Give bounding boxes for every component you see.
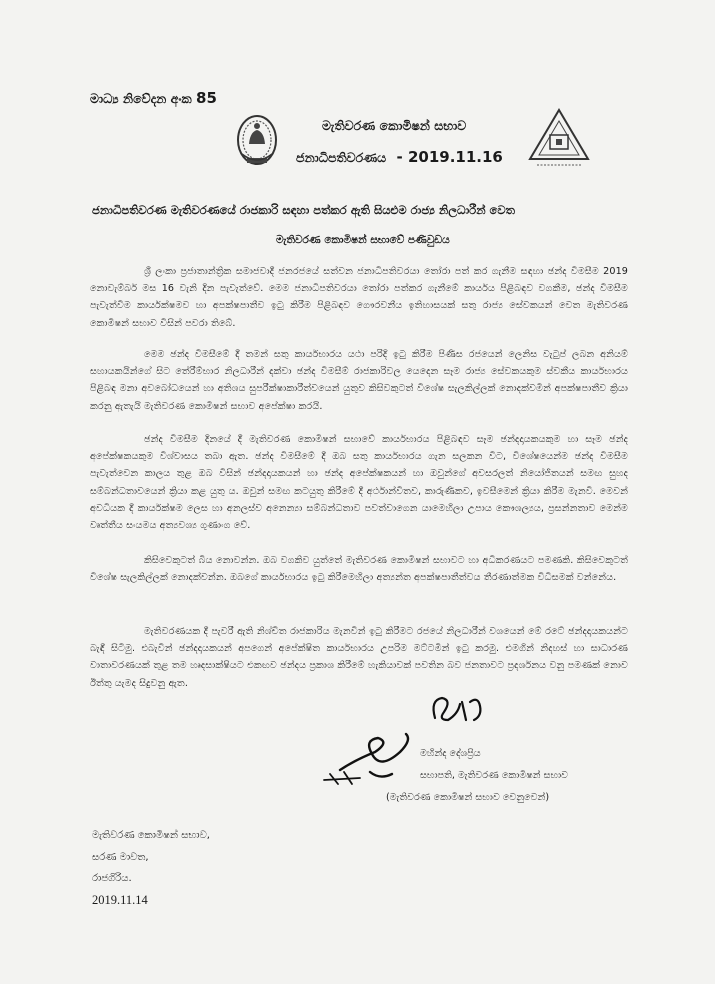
election-label: ජනාධිපතිවරණය: [296, 150, 387, 165]
commission-name: මැතිවරණ කොමිෂන් සභාව: [322, 118, 467, 133]
release-number-line: [90, 89, 217, 107]
election-heading: [296, 148, 503, 166]
election-date: - 2019.11.16: [396, 148, 503, 166]
release-number: 85: [196, 89, 217, 107]
body-paragraph: මෙම ඡන්ද විමසීමේ දී තමන් සතු කාර්යභාරය යථා පරිදි ඉටු කිරීම පිණිස රජයෙන් ලෙනිස වැටුප් ලබන අනියම් සහායකයින්ගේ සිට තේරීම්භාර නිලධාරීන් දක්වා ඡන්ද විමසීම් රාජකාරිවල යෙදෙන සෑම රාජ්‍ය සේවකයකුම ස්වකීය කාර්යභාරය පිළිබඳ මනා අවබෝධයෙන් හා අතිශය සුපරීක්ෂාකාරීත්වයෙන් යුතුව කිසිවකුටත් විශේෂ සැලකිල්ලක් නොදක්වමින් අපක්ෂපාතීව ක්‍රියා කරනු ඇතැයි මැතිවරණ කොමිෂන් සභාව අපේක්ෂා කරයි.: [90, 349, 628, 412]
address-line: රාජගිරිය.: [92, 873, 132, 884]
national-emblem-logo: [236, 114, 278, 170]
release-label: මාධ්‍ය නිවේදන අංක: [90, 91, 192, 106]
signer-title: සභාපති, මැතිවරණ කොමිෂන් සභාව: [420, 770, 569, 781]
body-paragraph: මැතිවරණයක දී පැවරී ඇති නිශ්චිත රාජකාරිය මැනවින් ඉටු කිරීමට රජයේ නිලධාරීන් වශයෙන් මේ රටේ ඡන්දදායකයන්ට බැඳී සිටිමු. එබැවින් ඡන්දදායකයන් අපගෙන් අපේක්ෂිත කාර්යභාරය උපරිම මට්ටමින් ඉටු කරමු. එමගින් නිදහස් හා සාධාරණ වාතාවරණයක් තුළ තම හෘදසාක්ෂියට එකඟව ඡන්දය ප්‍රකාශ කිරීමේ හැකියාවක් පවතින බව ජනතාවට ප්‍රදර්ශනය වනු පමණක් නොව ඊත්තු යැමද සිදුවනු ඇත.: [90, 626, 628, 689]
signature-block: [320, 690, 640, 810]
signer-name: මහින්ද දේශප්‍රිය: [420, 748, 481, 759]
sender-address: [92, 825, 210, 911]
address-line: මැතිවරණ කොමිෂන් සභාව,: [92, 830, 210, 841]
body-paragraph: ශ්‍රී ලංකා ප්‍රජාතාන්ත්‍රික සමාජවාදී ජනරජයේ සත්වන ජනාධිපතිවරයා තෝරා පත් කර ගැනීම සඳහා ඡන්ද විමසීම 2019 නොවැම්බර් මස 16 වැනි දින පැවැත්වේ. මෙම ජනාධිපතිවරයා තෝරා පත්කර ගැනීමේ කාර්යය පිළිබඳව වගකීම, ඡන්ද විමසීම පැවැත්වීම කාර්යක්ෂමව හා අපක්ෂපාතීව ඉටු කිරීම පිළිබඳව ගෞරවනීය ඉතිහාසයක් සතු රාජ්‍ය සේවකයන් වෙත මැතිවරණ කොමිෂන් සභාව විසින් පවරා තිබේ.: [90, 266, 628, 329]
addressee-heading: ජනාධිපතිවරණ මැතිවරණයේ රාජකාරි සඳහා පත්කර ඇති සියළුම රාජ්‍ය නිලධාරීන් වෙත: [92, 203, 515, 217]
body-paragraph: ඡන්ද විමසීම දිනයේ දී මැතිවරණ කොමිෂන් සභාවේ කාර්යභාරය පිළිබඳව සෑම ඡන්දදායකයකුම හා සෑම ඡන්ද අපේක්ෂකයකුම විශ්වාසය තබා ඇත. ඡන්ද විමසීමේ දී ඔබ සතු කාර්යභාරය ගැන සලකන විට, විශේෂයෙන්ම ඡන්ද විමසීම පැවැත්වෙන කාලය තුළ ඔබ විසින් ඡන්දදායකයන් හා ඡන්ද අපේක්ෂකයන් හා ඔවුන්ගේ අවසරලත් නියෝජිතයන් සමඟ සුහද සම්බන්ධතාවයෙන් ක්‍රියා කළ යුතු ය. ඔවුන් සමඟ කටයුතු කිරීමේ දී අර්ථාන්විතව, කාරුණිකව, ඉවසීමෙන් ක්‍රියා කිරීම මැනවි. මෙවන් අවධියක දී කාර්යක්ෂම ලෙස හා අනලස්ව අනෙන්‍යා සම්බන්ධතාව පවත්වාගෙන යාමෙහිලා උපාය කෞශල්‍යය, ප්‍රසන්නතාව මෙන්ම වෘත්තීය සංයමය අත්‍යවශ්‍ය ගුණාංග වේ.: [90, 434, 628, 532]
election-commission-logo: [527, 107, 591, 169]
issue-date: 2019.11.14: [92, 892, 148, 907]
address-line: සරණ මාවත,: [92, 851, 149, 863]
subject-heading: මැතිවරණ කොමිෂන් සභාවේ පණිවුඩය: [276, 234, 450, 246]
signer-note: (මැතිවරණ කොමිෂන් සභාව වෙනුවෙන්): [386, 792, 550, 803]
body-paragraph: කිසිවෙකුටත් බිය නොවන්න. ඔබ වගකිව යුත්තේ මැතිවරණ කොමිෂන් සභාවට හා අධිකරණයට පමණකි. කිසිවෙකුටත් විශේෂ සැලකිල්ලක් නොදක්වන්න. ඔබගේ කාර්යභාරය ඉටු කිරීමෙහිලා අත්‍යන්ත අපක්ෂපාතීත්වය තීරණාත්මක විධිසමක් වන්නේය.: [90, 555, 628, 584]
